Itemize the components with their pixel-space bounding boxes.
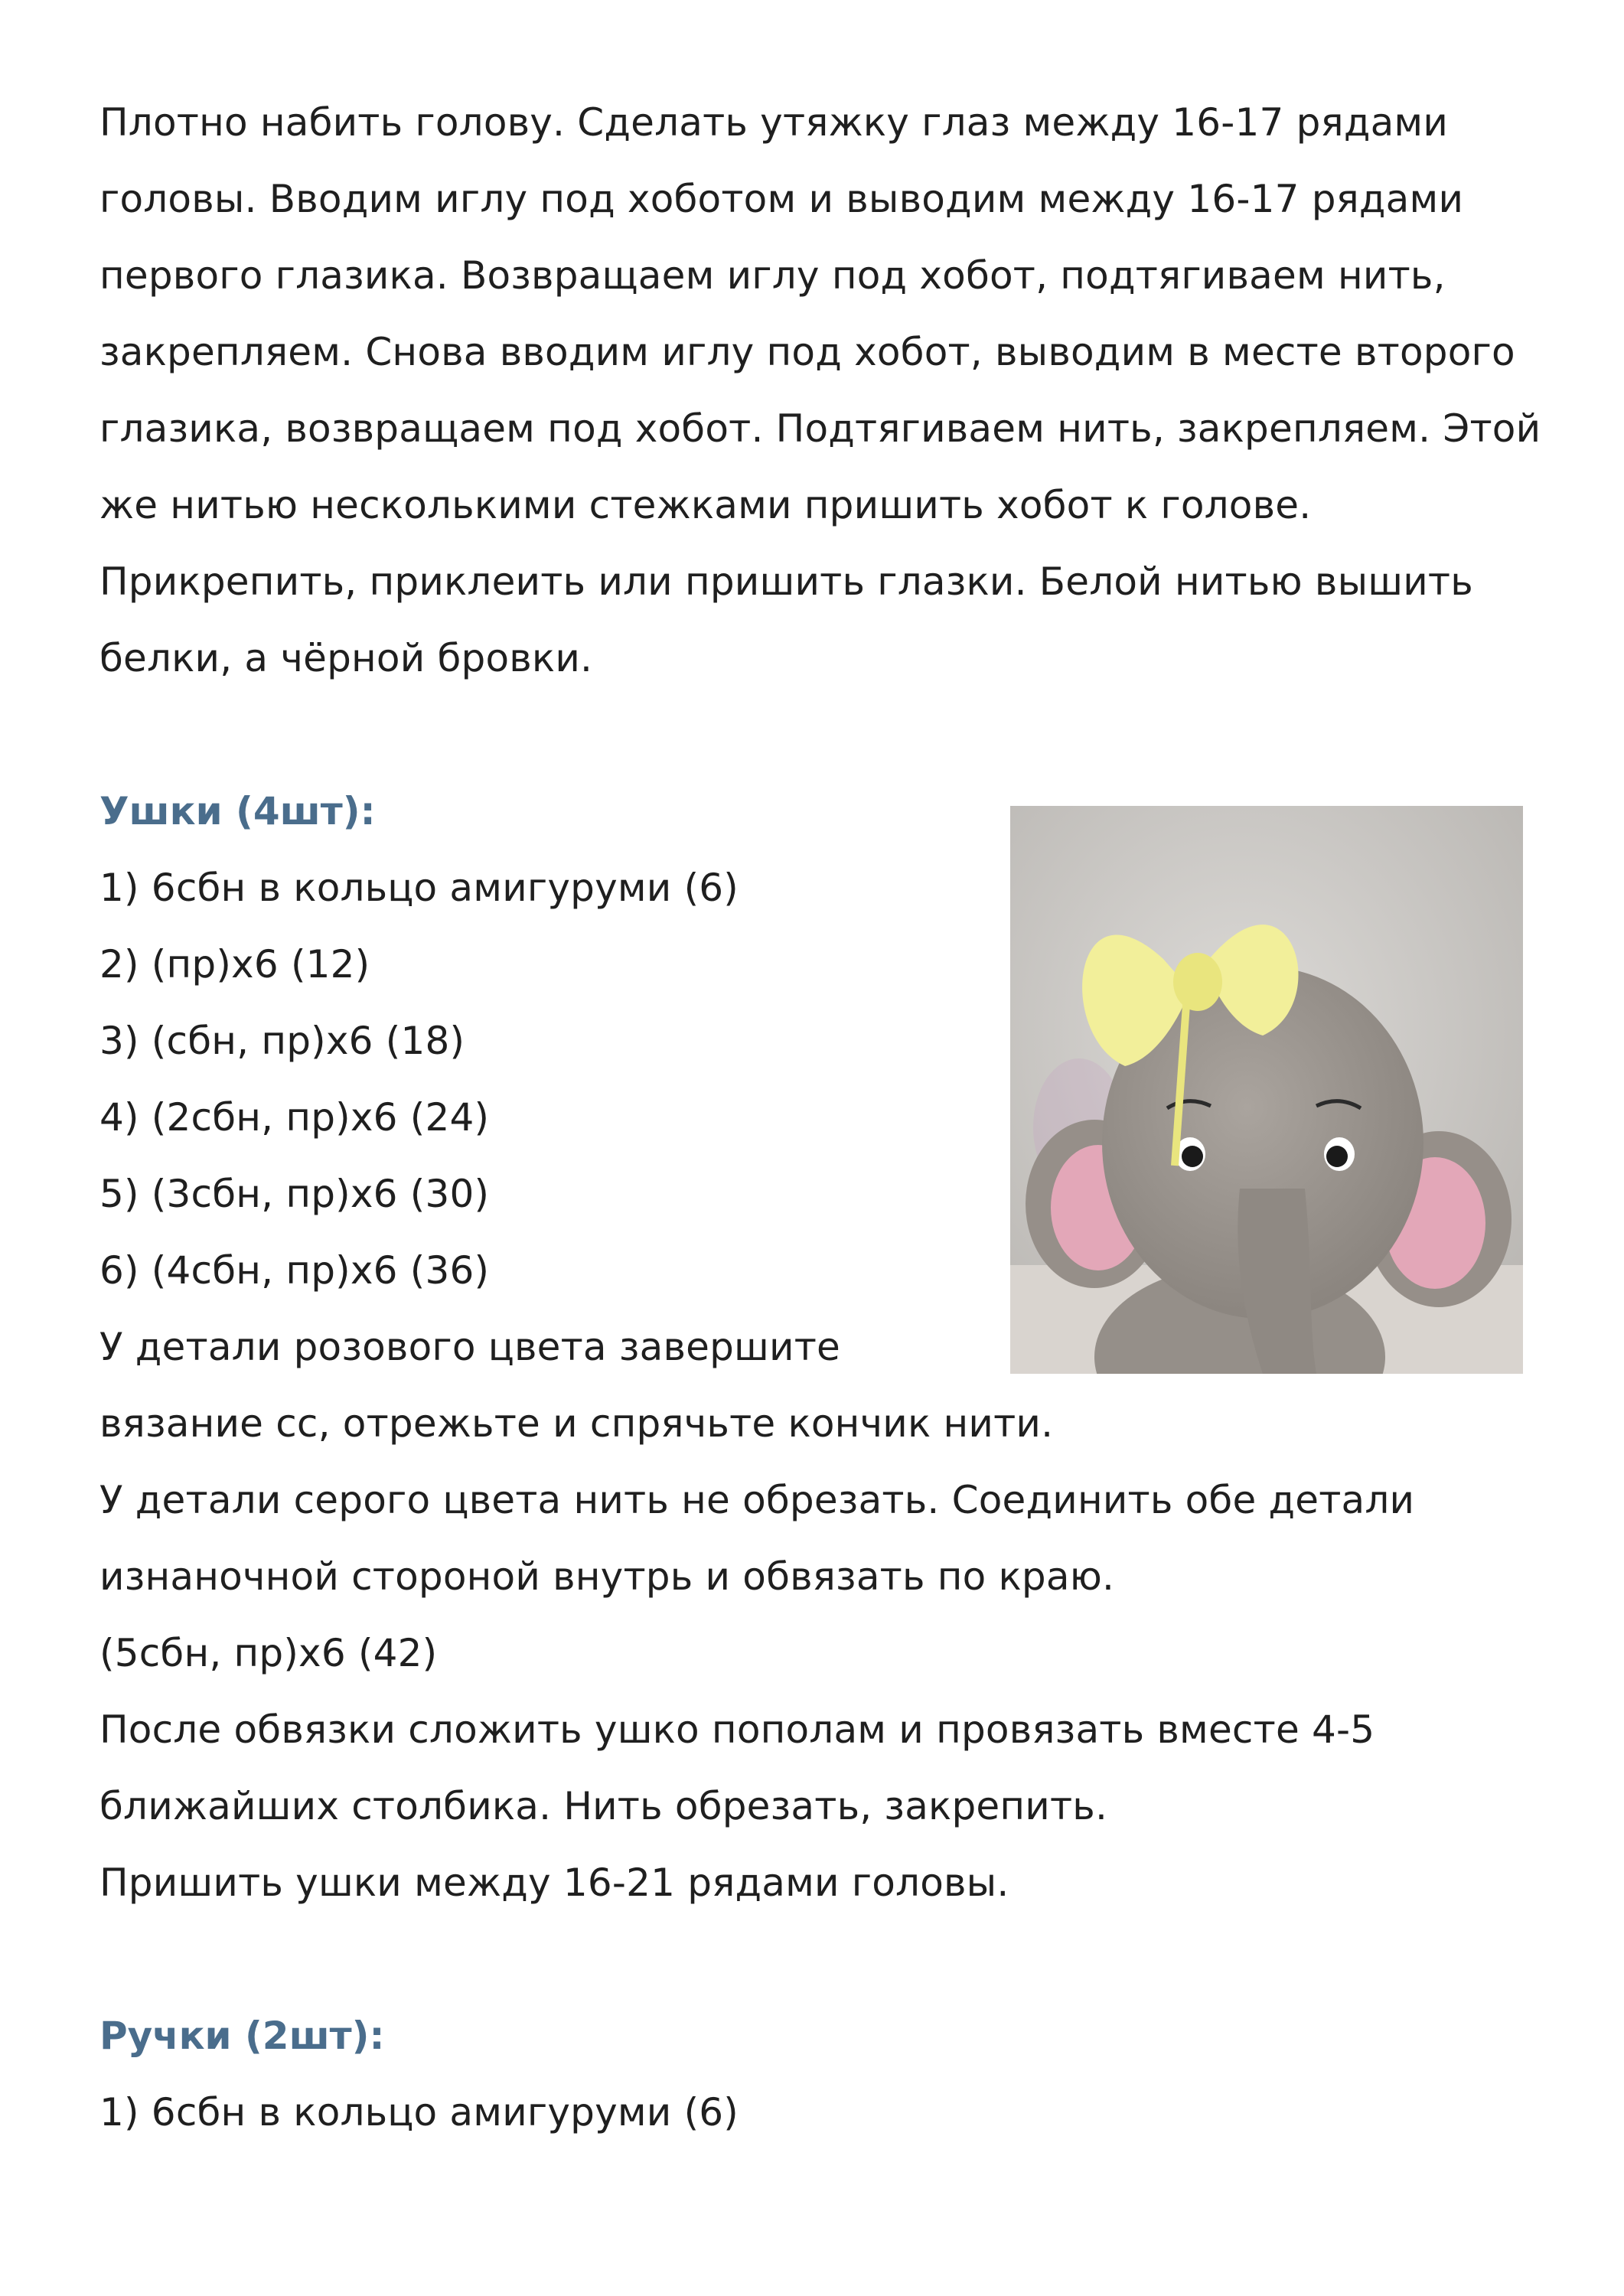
- ears-line: 6) (4сбн, пр)х6 (36): [99, 1248, 490, 1293]
- elephant-illustration: [1010, 806, 1523, 1374]
- ears-line: 1) 6сбн в кольцо амигуруми (6): [99, 866, 739, 910]
- right-eye: [1326, 1146, 1348, 1167]
- ears-line: 5) (3сбн, пр)х6 (30): [99, 1172, 490, 1216]
- intro-line: закрепляем. Снова вводим иглу под хобот, выводим в месте второго: [99, 330, 1515, 374]
- ears-line: 2) (пр)х6 (12): [99, 942, 370, 987]
- ears-line: изнаночной стороной внутрь и обвязать по краю.: [99, 1554, 1115, 1599]
- elephant-photo: [1010, 806, 1523, 1374]
- ears-line: ближайших столбика. Нить обрезать, закрепить.: [99, 1784, 1108, 1828]
- left-eye: [1182, 1146, 1203, 1167]
- ears-line: Пришить ушки между 16-21 рядами головы.: [99, 1861, 1009, 1905]
- arms-line: 1) 6сбн в кольцо амигуруми (6): [99, 2090, 739, 2135]
- ears-heading: Ушки (4шт):: [99, 789, 376, 833]
- intro-line: же нитью несколькими стежками пришить хобот к голове.: [99, 483, 1312, 527]
- intro-paragraph: [99, 84, 1554, 696]
- ears-line: (5сбн, пр)х6 (42): [99, 1631, 438, 1675]
- ears-line: 4) (2сбн, пр)х6 (24): [99, 1095, 490, 1140]
- ears-line: У детали серого цвета нить не обрезать. Соединить обе детали: [99, 1478, 1415, 1522]
- bow-knot: [1173, 953, 1222, 1011]
- intro-line: Плотно набить голову. Сделать утяжку глаз между 16-17 рядами: [99, 100, 1449, 145]
- arms-heading: Ручки (2шт):: [99, 2014, 385, 2058]
- ears-line: 3) (сбн, пр)х6 (18): [99, 1019, 465, 1063]
- intro-line: белки, а чёрной бровки.: [99, 636, 593, 680]
- arms-instructions: [99, 2074, 1554, 2151]
- ears-line: После обвязки сложить ушко пополам и провязать вместе 4-5: [99, 1707, 1375, 1752]
- intro-line: первого глазика. Возвращаем иглу под хобот, подтягиваем нить,: [99, 253, 1446, 298]
- intro-line: Прикрепить, приклеить или пришить глазки. Белой нитью вышить: [99, 559, 1473, 604]
- intro-line: головы. Вводим иглу под хоботом и выводим между 16-17 рядами: [99, 177, 1464, 221]
- ears-line: У детали розового цвета завершите: [99, 1325, 840, 1369]
- ears-line: вязание сс, отрежьте и спрячьте кончик нити.: [99, 1401, 1054, 1446]
- intro-line: глазика, возвращаем под хобот. Подтягиваем нить, закрепляем. Этой: [99, 406, 1541, 451]
